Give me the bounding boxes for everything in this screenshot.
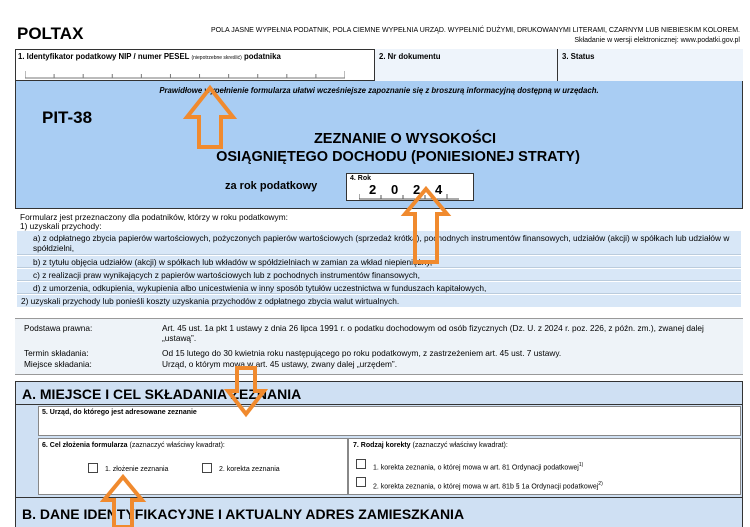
correction-type-label: 7. Rodzaj korekty — [353, 442, 411, 449]
legal-basis-label: Podstawa prawna: — [24, 323, 93, 333]
correction-art81-label: 1. korekta zeznania, o której mowa w art. 81 Ordynacji podatkowej — [373, 464, 579, 472]
footnote-2-marker: 2) — [598, 481, 603, 487]
purpose-item-c: c) z realizacji praw wynikających z papierów wartościowych lub z pochodnych instrumentów finansowych, — [17, 269, 741, 281]
correction-art81b-checkbox[interactable] — [356, 477, 366, 487]
taxpayer-id-note: (niepotrzebne skreślić) — [191, 55, 242, 61]
place-text: Urząd, o którym mowa w art. 45 ustawy, zwany dalej „urzędem”. — [162, 359, 398, 369]
brand-logo: POLTAX — [17, 24, 84, 43]
electronic-submission-note: Składanie w wersji elektronicznej: www.podatki.gov.pl — [574, 37, 740, 44]
tax-year-label: za rok podatkowy — [225, 180, 318, 192]
correction-type-hint: (zaznaczyć właściwy kwadrat): — [412, 442, 508, 449]
form-code: PIT-38 — [42, 108, 93, 127]
section-a-title: A. MIEJSCE I CEL SKŁADANIA ZEZNANIA — [22, 386, 302, 402]
up-arrow-icon — [403, 188, 449, 264]
document-number-label: 2. Nr dokumentu — [379, 52, 441, 61]
year-digit: 4 — [435, 182, 443, 197]
taxpayer-id-label: 1. Identyfikator podatkowy NIP / numer PESEL — [18, 52, 190, 61]
place-label: Miejsce składania: — [24, 359, 92, 369]
footnote-1-marker: 1) — [578, 462, 584, 468]
correction-art81b-label: 2. korekta zeznania, o której mowa w art. 81b § 1a Ordynacji podatkowej — [373, 483, 599, 491]
taxpayer-id-suffix: podatnika — [243, 52, 281, 61]
submission-checkbox[interactable] — [88, 463, 98, 473]
fill-instructions: POLA JASNE WYPEŁNIA PODATNIK, POLA CIEMNE WYPEŁNIA URZĄD. WYPEŁNIĆ DUŻYMI, DRUKOWANYMI LITERAMI, CZARNYM LUB NIEBIESKIM KOLOREM. — [211, 27, 740, 34]
purpose-item-d: d) z umorzenia, odkupienia, wykupienia albo unicestwienia w inny sposób tytułów uczestnictwa w funduszach kapitałowych, — [17, 282, 741, 294]
purpose-item-2: 2) uzyskali przychody lub ponieśli koszty uzyskania przychodów z odpłatnego zbycia walut wirtualnych. — [17, 295, 741, 307]
brochure-advice: Prawidłowe wypełnienie formularza ułatwi wcześniejsze zapoznanie się z broszurą informacyjną dostępną w urzędach. — [159, 86, 599, 95]
purpose-item-a: a) z odpłatnego zbycia papierów wartościowych, pożyczonych papierów wartościowych (sprzedaż krótka), pochodnych instrumentów finansowych, udziałów (akcji) w spółkach lub udziałów w spółdzielni, — [17, 231, 741, 255]
status-label: 3. Status — [562, 52, 595, 61]
tax-office-field[interactable] — [38, 406, 741, 436]
up-arrow-icon — [185, 87, 235, 149]
status-field — [558, 49, 743, 81]
correction-option-label: 2. korekta zeznania — [219, 466, 280, 473]
form-purpose-intro: Formularz jest przeznaczony dla podatników, którzy w roku podatkowym: — [20, 212, 288, 222]
tax-office-label: 5. Urząd, do którego jest adresowane zeznanie — [42, 409, 197, 416]
taxpayer-id-field[interactable] — [15, 49, 375, 81]
digit-comb — [25, 69, 345, 79]
correction-art81-checkbox[interactable] — [356, 459, 366, 469]
year-digit: 0 — [391, 182, 399, 197]
form-purpose-field — [38, 438, 348, 495]
section-b-title: B. DANE IDENTYFIKACYJNE I AKTUALNY ADRES ZAMIESZKANIA — [22, 506, 465, 522]
section-a-header — [15, 381, 743, 405]
correction-type-field — [348, 438, 741, 495]
deadline-label: Termin składania: — [24, 348, 89, 358]
purpose-item-1: 1) uzyskali przychody: — [20, 221, 102, 231]
form-purpose-hint: (zaznaczyć właściwy kwadrat): — [129, 442, 225, 449]
legal-basis-text: Art. 45 ust. 1a pkt 1 ustawy z dnia 26 lipca 1991 r. o podatku dochodowym od osób fizycznych (Dz. U. z 2024 r. poz. 226, z późn. zm.), zwanej dalej „ustawą”. — [162, 323, 704, 343]
correction-checkbox[interactable] — [202, 463, 212, 473]
tax-year-field-label: 4. Rok — [350, 175, 372, 182]
year-digit: 2 — [369, 182, 377, 197]
form-purpose-label: 6. Cel złożenia formularza — [42, 442, 128, 449]
form-title-line1: ZEZNANIE O WYSOKOŚCI — [313, 131, 497, 147]
up-arrow-icon — [102, 476, 144, 527]
submission-option-label: 1. złożenie zeznania — [105, 466, 169, 473]
document-number-field — [375, 49, 558, 81]
deadline-text: Od 15 lutego do 30 kwietnia roku następującego po roku podatkowym, z zastrzeżeniem art. 45 ust. 7 ustawy. — [162, 348, 562, 358]
purpose-item-b: b) z tytułu objęcia udziałów (akcji) w spółkach lub wkładów w spółdzielniach w zamian za wkład niepieniężny, — [17, 256, 741, 268]
down-arrow-icon — [226, 367, 266, 417]
year-digit: 2 — [413, 182, 421, 197]
form-title-line2: OSIĄGNIĘTEGO DOCHODU (PONIESIONEJ STRATY) — [216, 149, 580, 165]
